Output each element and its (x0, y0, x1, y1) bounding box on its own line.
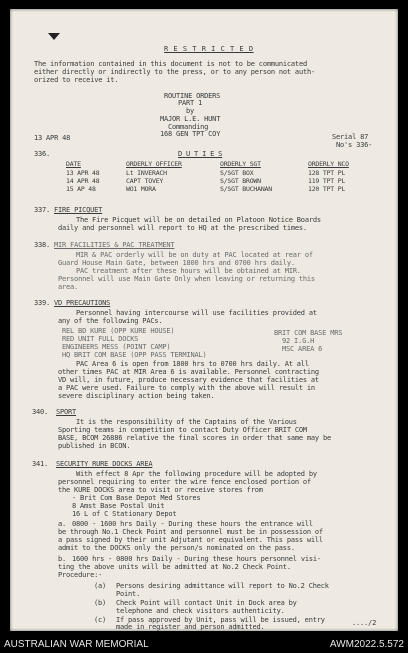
notice-line-2: either directly or indirectly to the press, or to any person not auth- (34, 68, 316, 76)
duties-col-sgt: ORDERLY SGT (220, 160, 261, 168)
table-cell: 14 APR 48 (66, 177, 100, 185)
sub-b-line-2: telephone and check visitors authenticity. (116, 607, 285, 615)
serial-number: Serial 87 (332, 133, 369, 141)
item-341-line-1: With effect 8 Apr the following procedure will be adopted by (76, 470, 317, 478)
table-cell: CAPT TOVEY (126, 177, 164, 185)
item-339-body-5: severe disciplinary action being taken. (58, 392, 215, 400)
sub-a-line-1: Persons desiring admittance will report to No.2 Check (116, 582, 329, 590)
item-338-line-4: Personnel will use Main Gate Only when leaving or returning this (58, 275, 315, 283)
item-338-title: MIR FACILITIES & PAC TREATMENT (54, 241, 175, 249)
pac-location: BRIT COM BASE MRS (274, 329, 343, 337)
item-340-line-4: published in BCON. (58, 442, 131, 450)
table-cell: S/SGT BROWN (220, 177, 261, 185)
unit-line: - Brit Com Base Depot Med Stores (72, 494, 201, 502)
para-a-line-3: a pass signed by their unit Adjutant or equivalent. This pass will (58, 536, 323, 544)
para-a-line-2: be through No.1 Check Point and personnel must be in possession of (58, 528, 323, 536)
item-338-line-3: PAC treatment after these hours will be obtained at MIR. (76, 267, 301, 275)
item-337-line-2: daily and personnel will report to HQ at the prescribed times. (58, 224, 307, 232)
item-340-line-2: Sporting teams in competition to contact Duty Officer BRIT COM (58, 426, 307, 434)
item-337-line-1: The Fire Picquet will be on detailed on Platoon Notice Boards (76, 216, 321, 224)
table-cell: 128 TPT PL (308, 169, 346, 177)
classification-header: R E S T R I C T E D (164, 45, 254, 53)
sub-a-label: (a) (94, 582, 107, 590)
order-date: 13 APR 48 (34, 134, 71, 142)
item-339-intro-1: Personnel having intercourse will use facilities provided at (76, 309, 317, 317)
pac-location: 92 I.G.H (282, 337, 315, 345)
item-340-number: 340. (32, 408, 49, 416)
item-339-body-1: PAC Area 6 is open from 1800 hrs to 0700 hrs daily. At all (76, 360, 309, 368)
footer-accession: AWM2022.5.572 (329, 639, 404, 650)
item-341-line-2: personnel requiring to enter the wire fence enclosed portion of (58, 478, 311, 486)
orders-commanding: Commanding (168, 123, 209, 131)
item-341-line-3: the KURE DOCKS area to visit or receive stores from (58, 486, 263, 494)
item-339-title: VD PRECAUTIONS (54, 299, 111, 307)
orders-part: PART 1 (178, 99, 203, 107)
table-cell: 15 AP 48 (66, 185, 96, 193)
item-339-body-3: VD will, in future, produce necessary evidence that facilities at (58, 376, 319, 384)
pac-location: REL BD KURE (OPP KURE HOUSE) (62, 327, 175, 335)
document-page (10, 9, 398, 631)
pac-location: RED UNIT FULL DOCKS (62, 335, 139, 343)
footer-institution: AUSTRALIAN WAR MEMORIAL (4, 639, 149, 650)
item-341-number: 341. (32, 460, 49, 468)
item-337-title: FIRE PICQUET (54, 206, 103, 214)
para-b-line-2: ting the above units will be admitted at No.2 Check Point. (58, 563, 291, 571)
para-a-line-1: 0800 - 1600 hrs Daily - During these hours the entrance will (72, 520, 313, 528)
table-cell: 119 TPT PL (308, 177, 346, 185)
item-339-intro-2: any of the following PACs. (58, 317, 163, 325)
sub-c-line-1: If pass approved by Unit, pass will be issued, entry (116, 616, 325, 624)
para-a-line-4: admit to the DOCKS only the person/s nominated on the pass. (58, 544, 295, 552)
serial-nos: No's 336- (336, 141, 373, 149)
item-339-body-4: a PAC were used. Failure to comply with the above will result in (58, 384, 315, 392)
item-338-line-1: MIR & PAC orderly will be on duty at PAC located at rear of (76, 251, 313, 259)
item-338-line-5: area. (58, 283, 79, 291)
item-338-number: 338. (34, 241, 51, 249)
item-339-body-2: other times PAC at MIR Area 6 is available. Personnel contracting (58, 368, 319, 376)
orders-unit: 168 GEN TPT COY (160, 130, 221, 138)
para-b-label: b. (58, 555, 67, 563)
duties-col-nco: ORDERLY NCO (308, 160, 349, 168)
item-341-title: SECURITY RURE DOCKS AREA (56, 460, 153, 468)
para-a-label: a. (58, 520, 67, 528)
sub-b-label: (b) (94, 599, 107, 607)
table-cell: 120 TPT PL (308, 185, 346, 193)
unit-line: 16 L of C Stationary Depot (72, 510, 177, 518)
item-337-number: 337. (34, 206, 51, 214)
pac-location: MSC AREA 6 (282, 345, 323, 353)
item-340-line-1: It is the responsibility of the Captains of the Various (76, 418, 297, 426)
item-338-line-2: Guard House Main Gate, between 1800 hrs and 0700 hrs daily. (58, 259, 295, 267)
table-cell: Lt INVERACH (126, 169, 167, 177)
para-b-line-1: 1600 hrs - 0800 hrs Daily - During these hours personnel visi- (72, 555, 321, 563)
item-339-number: 339. (34, 299, 51, 307)
unit-line: 8 Amst Base Postal Unit (72, 502, 165, 510)
table-cell: S/SGT BUCHANAN (220, 185, 272, 193)
table-cell: WO1 MORA (126, 185, 156, 193)
notice-line-1: The information contained in this document is not to be communicated (34, 60, 307, 68)
orders-by: by (186, 107, 195, 115)
orders-commander: MAJOR L.E. HUNT (160, 115, 221, 123)
para-b-line-3: Procedure:- (58, 571, 103, 579)
sub-b-line-1: Check Point will contact Unit in Dock area by (116, 599, 297, 607)
pac-location: HQ BRIT COM BASE (OPP PASS TERMINAL) (62, 351, 207, 359)
sub-a-line-2: Point. (116, 590, 141, 598)
continued-marker: ..../2 (352, 619, 377, 627)
notice-line-3: orized to receive it. (34, 76, 119, 84)
item-336-number: 336. (34, 150, 51, 158)
table-cell: S/SGT BOX (220, 169, 254, 177)
duties-col-date: DATE (66, 160, 81, 168)
item-340-line-3: BASE, BCOM 26886 relative the final scores in order that same may be (58, 434, 331, 442)
table-cell: 13 APR 48 (66, 169, 100, 177)
sub-c-label: (c) (94, 616, 107, 624)
item-340-title: SPORT (56, 408, 77, 416)
pac-location: ENGINEERS MESS (POINT CAMP) (62, 343, 171, 351)
duties-col-officer: ORDERLY OFFICER (126, 160, 182, 168)
orders-title: ROUTINE ORDERS (164, 92, 221, 100)
punch-mark-icon (48, 33, 60, 40)
item-336-title: D U T I E S (178, 150, 223, 158)
sub-c-line-2: made in register and person admitted. (116, 623, 265, 631)
